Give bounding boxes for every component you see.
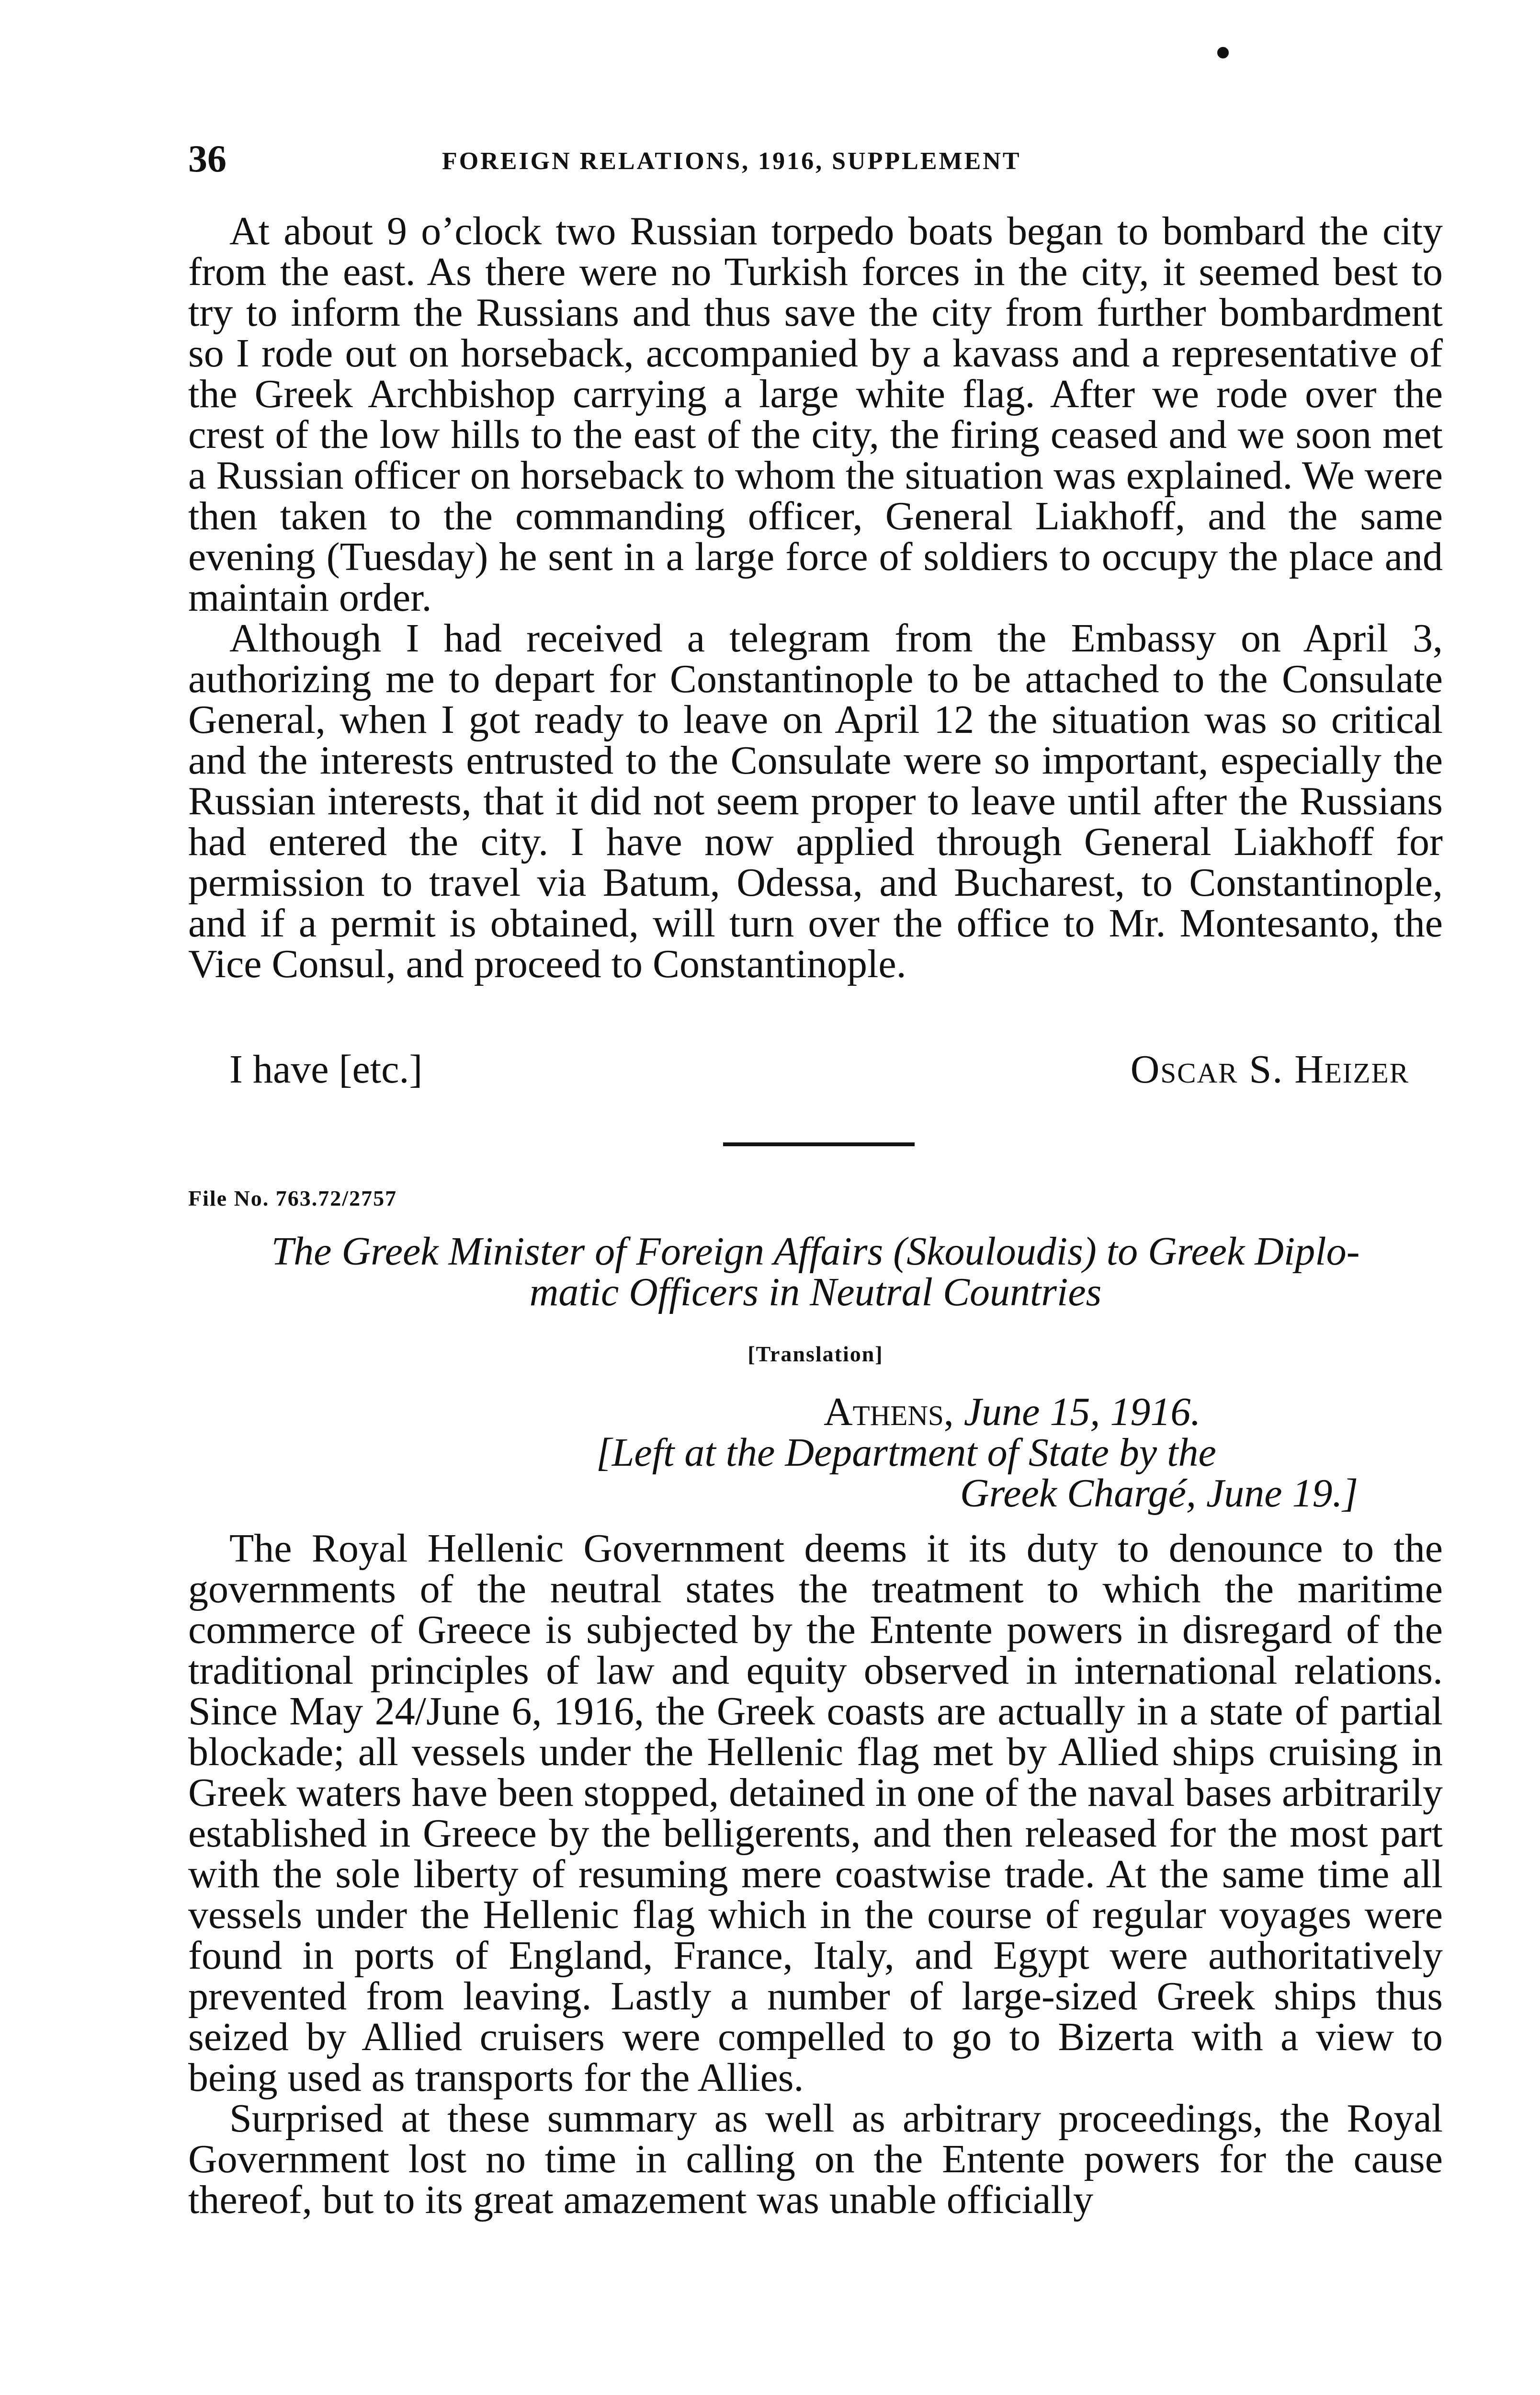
dateline-place: Athens, [824,1390,954,1434]
page-header [188,135,1443,183]
paragraph: Although I had received a telegram from the Embassy on April 3, authorizing me to depart for Constantinople to be attached to the Consulate General, when I got ready to leave on April 12 the situation was so critical and the interests entrusted to the Consulate were so important, especially the Russian interests, that it did not seem proper to leave until after the Russians had entered the city. I have now applied through General Liakhoff for permission to travel via Batum, Odessa, and Bucharest, to Constantinople, and if a permit is obtained, will turn over the office to Mr. Montesanto, the Vice Consul, and proceed to Constantinople. [188,616,1443,986]
note-line: Greek Chargé, June 19.] [960,1471,1359,1516]
title-line: The Greek Minister of Foreign Affairs (Skouloudis) to Greek Diplo- [271,1229,1360,1274]
dateline-date: June 15, 1916. [963,1390,1201,1434]
note-line: [Left at the Department of State by the [596,1430,1216,1475]
running-head: FOREIGN RELATIONS, 1916, SUPPLEMENT [442,148,1021,175]
title-line: matic Officers in Neutral Countries [529,1270,1102,1314]
document-title [188,1231,1443,1312]
paragraph: Surprised at these summary as well as arbitrary proceedings, the Royal Government lost no time in calling on the Entente powers for the cause thereof, but to its great amazement was unable officially [188,2096,1443,2222]
paragraph: At about 9 o’clock two Russian torpedo boats began to bombard the city from the east. As there were no Turkish forces in the city, it seemed best to try to inform the Russians and thus save the city from further bombardment so I rode out on horseback, accompanied by a kavass and a representative of the Greek Archbishop carrying a large white flag. After we rode over the crest of the low hills to the east of the city, the firing ceased and we soon met a Russian officer on horseback to whom the situation was explained. We were then taken to the commanding officer, General Liakhoff, and the same evening (Tuesday) he sent in a large force of soldiers to occupy the place and maintain order. [188,209,1443,620]
page-number: 36 [188,138,226,180]
letter-body [188,211,1443,984]
delivery-note [596,1432,1429,1514]
note-body [188,1528,1443,2220]
translation-label: [Translation] [747,1342,883,1366]
signature: Oscar S. Heizer [1130,1047,1409,1092]
file-number: File No. 763.72/2757 [188,1186,397,1210]
closing-text: I have [etc.] [229,1047,423,1092]
section-divider [723,1142,915,1146]
paragraph: The Royal Hellenic Government deems it its duty to denounce to the governments of the neutral states the treatment to which the maritime commerce of Greece is subjected by the Entente powers in disregard of the traditional principles of law and equity observed in international relations. Since May 24/June 6, 1916, the Greek coasts are actually in a state of partial blockade; all vessels under the Hellenic flag met by Allied ships cruising in Greek waters have been stopped, detained in one of the naval bases arbitrarily established in Greece by the belligerents, and then released for the most part with the sole liberty of resuming mere coastwise trade. At the same time all vessels under the Hellenic flag which in the course of regular voyages were found in ports of England, France, Italy, and Egypt were authoritatively prevented from leaving. Lastly a number of large-sized Greek ships thus seized by Allied cruisers were compelled to go to Bizerta with a view to being used as transports for the Allies. [188,1526,1443,2100]
ink-spot [1217,47,1229,58]
dateline [824,1391,1200,1432]
